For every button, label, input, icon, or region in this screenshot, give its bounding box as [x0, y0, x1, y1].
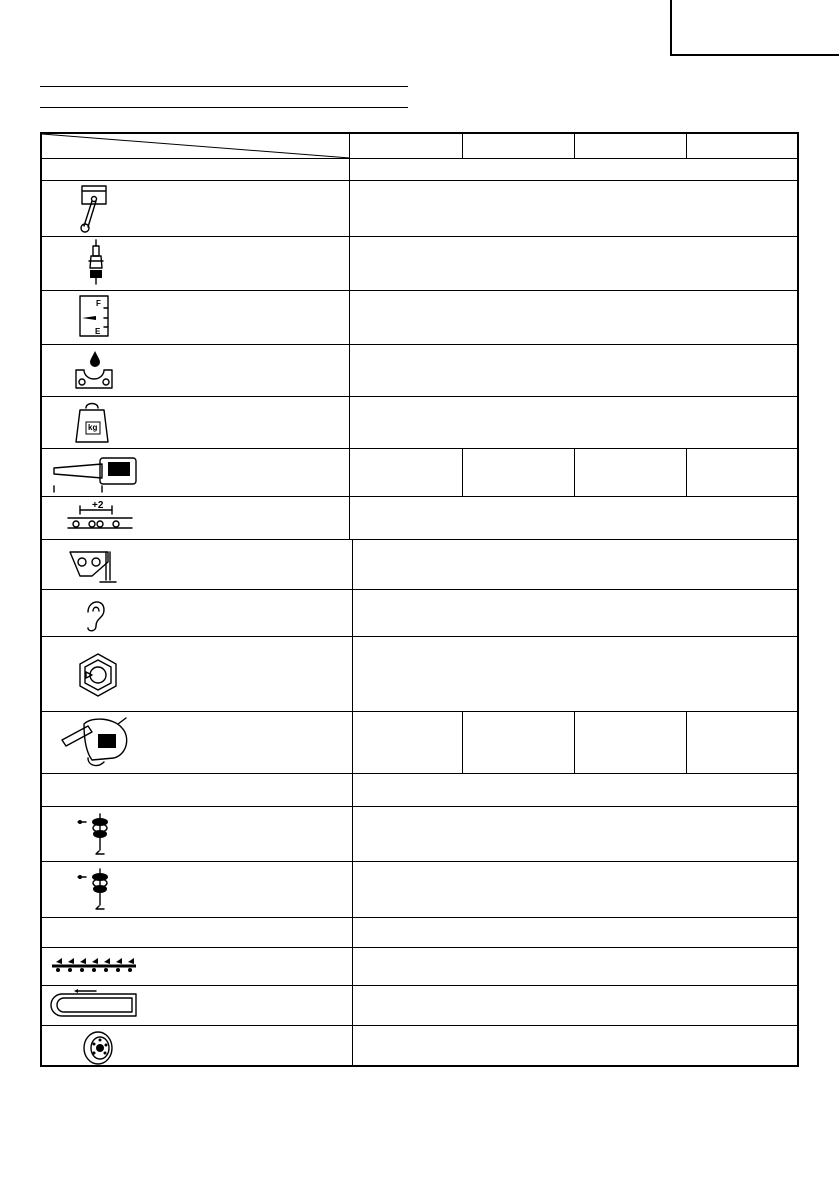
row-divider	[42, 1025, 797, 1026]
row-divider	[42, 636, 797, 637]
row-divider	[42, 947, 797, 948]
model-column-divider	[462, 134, 463, 158]
row-divider	[42, 158, 797, 159]
row-divider	[42, 236, 797, 237]
guide-bar-length-icon	[50, 452, 146, 494]
row-divider	[42, 180, 797, 181]
kg-symbol: kg	[88, 423, 98, 432]
crankshaft-icon	[74, 810, 114, 860]
title-underline-2	[40, 107, 408, 108]
chain-oil-icon	[72, 348, 118, 394]
fuel-gauge-icon	[78, 294, 114, 340]
spark-plug-icon	[84, 238, 110, 286]
svg-text:E: E	[95, 327, 101, 336]
model-column-divider	[574, 711, 575, 773]
row-divider	[42, 344, 797, 345]
row-divider	[42, 806, 797, 807]
row-divider	[42, 711, 797, 712]
weight-kg-icon	[72, 400, 112, 446]
row-divider	[42, 539, 797, 540]
model-column-divider	[574, 448, 575, 496]
row-divider	[42, 290, 797, 291]
row-divider	[42, 861, 797, 862]
row-divider	[42, 396, 797, 397]
header-diagonal	[42, 134, 352, 160]
saw-chain-icon	[50, 956, 138, 976]
column-divider	[349, 134, 350, 539]
row-divider	[42, 448, 797, 449]
row-divider	[42, 985, 797, 986]
row-divider	[42, 773, 797, 774]
drive-link-gauge-icon	[68, 544, 124, 586]
sprocket-nut-icon	[76, 652, 120, 698]
column-divider	[352, 539, 353, 1065]
model-column-divider	[462, 711, 463, 773]
model-column-divider	[686, 448, 687, 496]
model-column-divider	[686, 134, 687, 158]
row-divider	[42, 496, 797, 497]
corner-tab	[670, 0, 839, 56]
model-column-divider	[686, 711, 687, 773]
title-underline-1	[40, 86, 408, 87]
piston-icon	[78, 184, 114, 234]
row-divider	[42, 917, 797, 918]
svg-text:F: F	[96, 299, 101, 308]
specification-table	[40, 132, 799, 1067]
model-column-divider	[462, 448, 463, 496]
row-divider	[42, 589, 797, 590]
guide-bar-chain-icon	[48, 988, 142, 1022]
chainsaw-unit-icon	[58, 714, 138, 770]
sprocket-wheel-icon	[80, 1030, 116, 1066]
crankshaft-icon	[74, 865, 114, 915]
chain-pitch-icon	[66, 500, 136, 536]
model-column-divider	[574, 134, 575, 158]
ear-noise-icon	[82, 594, 110, 634]
pitch-symbol: +2	[92, 500, 104, 511]
